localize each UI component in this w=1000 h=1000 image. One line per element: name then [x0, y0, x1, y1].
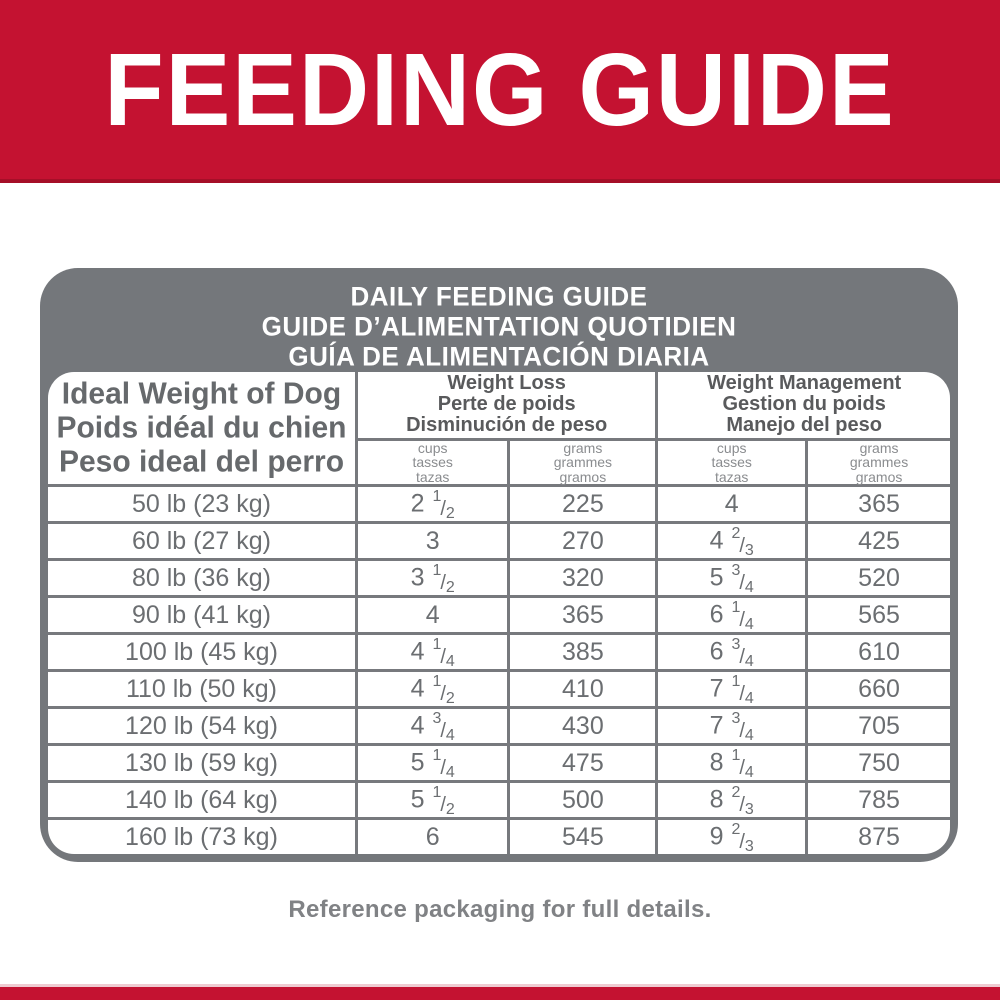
- cups-unit-en: cups: [417, 439, 448, 456]
- cups-unit-es: tazas: [714, 468, 749, 485]
- feeding-table: [48, 372, 950, 854]
- table-row: [48, 486, 950, 523]
- table-row: [48, 819, 950, 854]
- grams-unit-es: gramos: [855, 468, 903, 485]
- weight-management-cups-cell: 9 $^2/_3$: [657, 819, 807, 854]
- banner-title: FEEDING GUIDE: [104, 31, 896, 147]
- card-title-fr: GUIDE D’ALIMENTATION QUOTIDIEN: [261, 310, 737, 342]
- unit-header-weight-management-grams: [807, 439, 950, 486]
- weight-loss-cups-cell: 4 $^1/_2$: [356, 671, 508, 708]
- weight-management-grams-cell: 660: [807, 671, 950, 708]
- ideal-weight-label-en: Ideal Weight of Dog: [61, 376, 342, 411]
- weight-loss-label-es: Disminución de peso: [406, 414, 608, 437]
- ideal-weight-label-fr: Poids idéal du chien: [56, 410, 347, 445]
- weight-loss-cups-cell: 4 $^1/_4$: [356, 634, 508, 671]
- cups-unit-es: tazas: [415, 468, 450, 485]
- weight-management-label-en: Weight Management: [707, 372, 902, 395]
- weight-management-grams-cell: 425: [807, 523, 950, 560]
- weight-loss-grams-cell: 430: [509, 708, 657, 745]
- weight-loss-label-fr: Perte de poids: [437, 393, 576, 416]
- ideal-weight-label-es: Peso ideal del perro: [58, 444, 345, 479]
- weight-loss-grams-cell: 225: [509, 486, 657, 523]
- unit-header-weight-loss-grams: [509, 439, 657, 486]
- table-row: [48, 597, 950, 634]
- dog-weight-cell: 100 lb (45 kg): [48, 634, 356, 671]
- column-header-ideal-weight: [48, 372, 356, 486]
- cups-unit-fr: tasses: [412, 454, 453, 470]
- weight-management-cups-cell: 7 $^1/_4$: [657, 671, 807, 708]
- weight-loss-grams-cell: 385: [509, 634, 657, 671]
- daily-feeding-guide-card: [40, 268, 958, 862]
- table-row: [48, 782, 950, 819]
- weight-management-cups-cell: 8 $^1/_4$: [657, 745, 807, 782]
- weight-loss-cups-cell: 6: [356, 819, 508, 854]
- dog-weight-cell: 50 lb (23 kg): [48, 486, 356, 523]
- dog-weight-cell: 130 lb (59 kg): [48, 745, 356, 782]
- weight-loss-grams-cell: 270: [509, 523, 657, 560]
- weight-loss-grams-cell: 365: [509, 597, 657, 634]
- weight-management-cups-cell: 6 $^1/_4$: [657, 597, 807, 634]
- table-row: [48, 523, 950, 560]
- column-group-weight-loss: [356, 372, 656, 439]
- cups-unit-en: cups: [716, 439, 747, 456]
- card-title-en: DAILY FEEDING GUIDE: [350, 280, 648, 312]
- weight-management-cups-cell: 8 $^2/_3$: [657, 782, 807, 819]
- weight-loss-grams-cell: 475: [509, 745, 657, 782]
- weight-management-grams-cell: 365: [807, 486, 950, 523]
- weight-management-grams-cell: 750: [807, 745, 950, 782]
- weight-loss-grams-cell: 320: [509, 560, 657, 597]
- weight-loss-cups-cell: 5 $^1/_2$: [356, 782, 508, 819]
- weight-management-label-es: Manejo del peso: [726, 414, 882, 437]
- weight-management-cups-cell: 6 $^3/_4$: [657, 634, 807, 671]
- weight-management-cups-cell: 4 $^2/_3$: [657, 523, 807, 560]
- dog-weight-cell: 90 lb (41 kg): [48, 597, 356, 634]
- feeding-guide-banner: [0, 0, 1000, 183]
- grams-unit-fr: grammes: [553, 454, 613, 470]
- column-group-weight-management: [657, 372, 950, 439]
- weight-management-label-fr: Gestion du poids: [722, 393, 886, 416]
- grams-unit-en: grams: [859, 439, 899, 456]
- weight-loss-grams-cell: 500: [509, 782, 657, 819]
- weight-loss-label-en: Weight Loss: [447, 372, 566, 395]
- weight-loss-cups-cell: 5 $^1/_4$: [356, 745, 508, 782]
- weight-management-grams-cell: 705: [807, 708, 950, 745]
- weight-management-grams-cell: 875: [807, 819, 950, 854]
- bottom-red-strip: [0, 984, 1000, 1000]
- feeding-table-body: [48, 486, 950, 855]
- weight-loss-cups-cell: 3 $^1/_2$: [356, 560, 508, 597]
- weight-management-grams-cell: 785: [807, 782, 950, 819]
- weight-loss-grams-cell: 410: [509, 671, 657, 708]
- unit-header-weight-loss-cups: [356, 439, 508, 486]
- weight-loss-cups-cell: 2 $^1/_2$: [356, 486, 508, 523]
- grams-unit-fr: grammes: [849, 454, 909, 470]
- weight-management-grams-cell: 520: [807, 560, 950, 597]
- dog-weight-cell: 80 lb (36 kg): [48, 560, 356, 597]
- dog-weight-cell: 140 lb (64 kg): [48, 782, 356, 819]
- dog-weight-cell: 160 lb (73 kg): [48, 819, 356, 854]
- unit-header-weight-management-cups: [657, 439, 807, 486]
- table-row: [48, 560, 950, 597]
- cups-unit-fr: tasses: [711, 454, 752, 470]
- weight-loss-cups-cell: 4: [356, 597, 508, 634]
- card-title: [48, 268, 950, 372]
- grams-unit-en: grams: [563, 439, 603, 456]
- footer-note: Reference packaging for full details.: [288, 896, 712, 923]
- table-row: [48, 671, 950, 708]
- card-title-es: GUÍA DE ALIMENTACIÓN DIARIA: [288, 340, 710, 372]
- table-row: [48, 708, 950, 745]
- weight-management-cups-cell: 4: [657, 486, 807, 523]
- grams-unit-es: gramos: [559, 468, 607, 485]
- weight-management-grams-cell: 610: [807, 634, 950, 671]
- weight-loss-grams-cell: 545: [509, 819, 657, 854]
- weight-management-cups-cell: 7 $^3/_4$: [657, 708, 807, 745]
- dog-weight-cell: 120 lb (54 kg): [48, 708, 356, 745]
- dog-weight-cell: 60 lb (27 kg): [48, 523, 356, 560]
- table-row: [48, 745, 950, 782]
- weight-management-cups-cell: 5 $^3/_4$: [657, 560, 807, 597]
- weight-loss-cups-cell: 4 $^3/_4$: [356, 708, 508, 745]
- table-row: [48, 634, 950, 671]
- weight-management-grams-cell: 565: [807, 597, 950, 634]
- feeding-table-panel: [48, 372, 950, 854]
- dog-weight-cell: 110 lb (50 kg): [48, 671, 356, 708]
- weight-loss-cups-cell: 3: [356, 523, 508, 560]
